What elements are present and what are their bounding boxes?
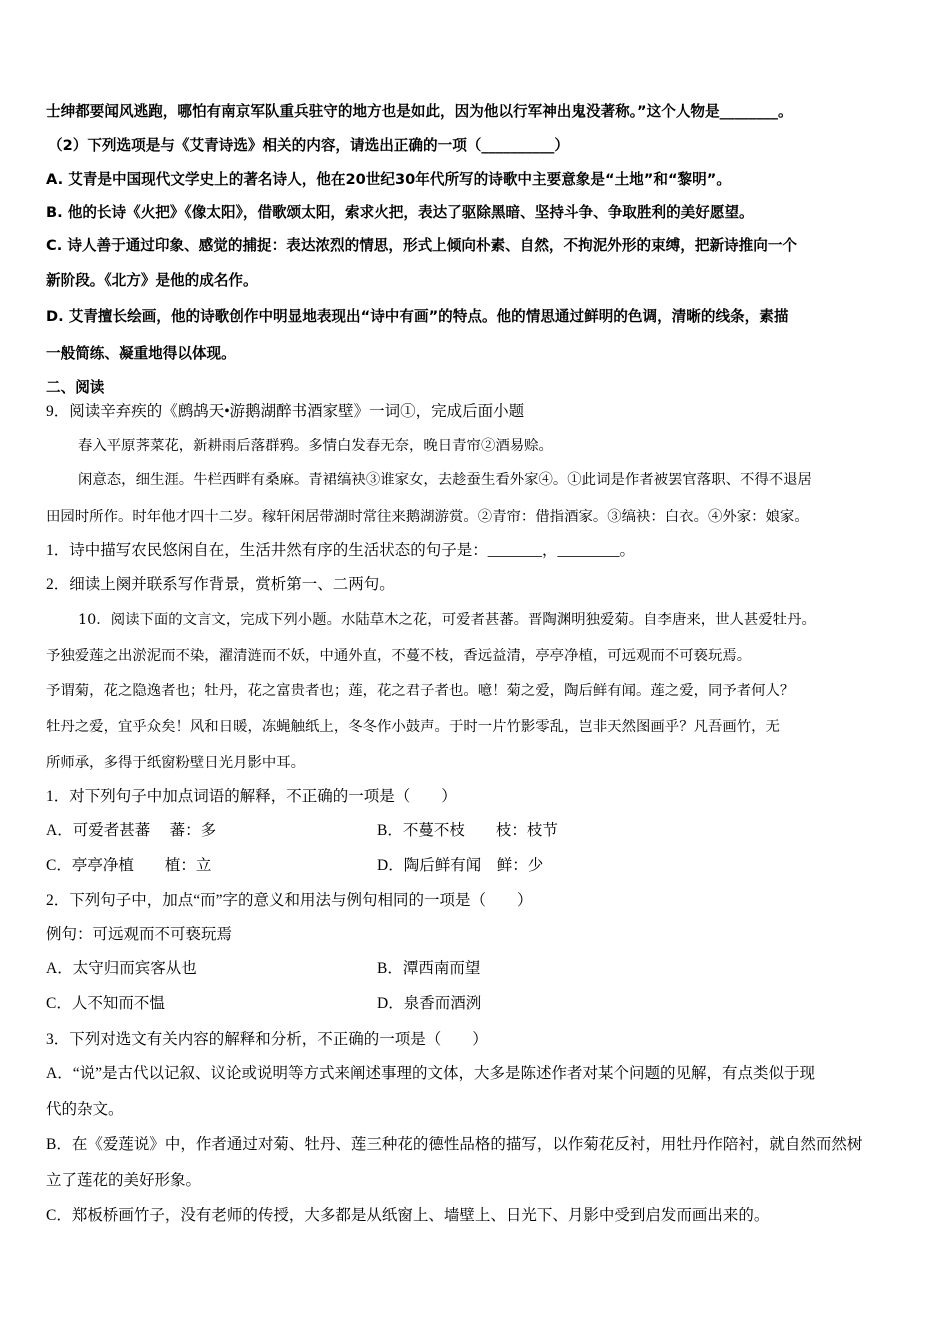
q8-option-d-line1: D. 艾青擅长绘画，他的诗歌创作中明显地表现出“诗中有画”的特点。他的情思通过鲜明的色调，清晰的线条，素描 [46, 308, 789, 325]
q10-text-line2: 予独爱莲之出淤泥而不染，濯清涟而不妖，中通外直，不蔓不枝，香远益清，亭亭净植，可远观而不可亵玩焉。 [46, 648, 752, 664]
q8-option-c-line2: 新阶段。《北方》是他的成名作。 [46, 272, 258, 289]
q10-sub2-example: 例句：可远观而不可亵玩焉 [46, 926, 233, 943]
q10-sub3-option-a-line2: 代的杂文。 [46, 1101, 124, 1118]
q10-sub2-prompt: 2．下列句子中，加点“而”字的意义和用法与例句相同的一项是（ ） [46, 892, 533, 909]
q8-option-a: A. 艾青是中国现代文学史上的著名诗人，他在20世纪30年代所写的诗歌中主要意象是“土地”和“黎明”。 [46, 171, 731, 188]
q9-sub1: 1．诗中描写农民悠闲自在，生活井然有序的生活状态的句子是：_______，________。 [46, 542, 636, 559]
q10-sub1-prompt: 1．对下列句子中加点词语的解释，不正确的一项是（ ） [46, 788, 457, 805]
q8-option-d-line2: 一般简练、凝重地得以体现。 [46, 345, 236, 362]
q8-line1: 士绅都要闻风逃跑，哪怕有南京军队重兵驻守的地方也是如此，因为他以行军神出鬼没著称。”这个人物是________。 [46, 103, 793, 120]
q10-sub2-option-c: C．人不知而不愠 [46, 995, 165, 1012]
section-heading-reading: 二、阅读 [46, 379, 105, 396]
q9-poem-line1: 春入平原荠菜花，新耕雨后落群鸦。多情白发春无奈，晚日青帘②酒易赊。 [78, 438, 553, 454]
q8-option-c-line1: C. 诗人善于通过印象、感觉的捕捉：表达浓烈的情思，形式上倾向朴素、自然，不拘泥外形的束缚，把新诗推向一个 [46, 237, 798, 254]
q8-option-b: B. 他的长诗《火把》《像太阳》，借歌颂太阳，索求火把，表达了驱除黑暗、坚持斗争、争取胜利的美好愿望。 [46, 204, 754, 221]
q10-sub2-option-d: D．泉香而酒洌 [377, 995, 482, 1012]
q10-sub1-option-d: D．陶后鲜有闻 鲜：少 [377, 857, 544, 874]
q9-intro: 9．阅读辛弃疾的《鹧鸪天•游鹅湖醉书酒家壁》一词①，完成后面小题 [46, 403, 525, 420]
q10-sub3-option-b-line1: B．在《爱莲说》中，作者通过对菊、牡丹、莲三种花的德性品格的描写，以作菊花反衬，用牡丹作陪衬，就自然而然树 [46, 1136, 863, 1153]
q10-sub3-prompt: 3．下列对选文有关内容的解释和分析，不正确的一项是（ ） [46, 1031, 488, 1048]
q10-sub2-option-a: A．太守归而宾客从也 [46, 960, 197, 977]
q10-sub1-option-c: C．亭亭净植 植：立 [46, 857, 212, 874]
q10-text-line4: 牡丹之爱，宜乎众矣！风和日暖，冻蝇触纸上，冬冬作小鼓声。于时一片竹影零乱，岂非天然图画乎？凡吾画竹，无 [46, 719, 780, 735]
q10-sub2-option-b: B．潭西南而望 [377, 960, 481, 977]
q8-sub2-prompt: （2）下列选项是与《艾青诗选》相关的内容，请选出正确的一项（__________） [48, 137, 569, 154]
q10-sub3-option-c: C．郑板桥画竹子，没有老师的传授，大多都是从纸窗上、墙壁上、日光下、月影中受到启发而画出来的。 [46, 1207, 770, 1224]
q10-sub3-option-b-line2: 立了莲花的美好形象。 [46, 1172, 202, 1189]
q10-text-line5: 所师承，多得于纸窗粉壁日光月影中耳。 [46, 755, 306, 771]
q10-sub1-option-b: B．不蔓不枝 枝：枝节 [377, 822, 558, 839]
q9-poem-line3: 田园时所作。时年他才四十二岁。稼轩闲居带湖时常往来鹅湖游赏。②青帘：借指酒家。③缟袂：白衣。④外家：娘家。 [46, 509, 809, 525]
q10-intro: 10．阅读下面的文言文，完成下列小题。水陆草木之花，可爱者甚蕃。晋陶渊明独爱菊。自李唐来，世人甚爱牡丹。 [78, 612, 816, 628]
q10-sub3-option-a-line1: A．“说”是古代以记叙、议论或说明等方式来阐述事理的文体，大多是陈述作者对某个问题的见解，有点类似于现 [46, 1065, 815, 1082]
q9-poem-line2: 闲意态，细生涯。牛栏西畔有桑麻。青裙缟袂③谁家女，去趁蚕生看外家④。①此词是作者被罢官落职、不得不退居 [78, 472, 812, 488]
q9-sub2: 2．细读上阕并联系写作背景，赏析第一、二两句。 [46, 576, 395, 593]
q10-sub1-option-a: A．可爱者甚蕃 蕃：多 [46, 822, 217, 839]
q10-text-line3: 予谓菊，花之隐逸者也；牡丹，花之富贵者也；莲，花之君子者也。噫！菊之爱，陶后鲜有闻。莲之爱，同予者何人？ [46, 683, 795, 699]
